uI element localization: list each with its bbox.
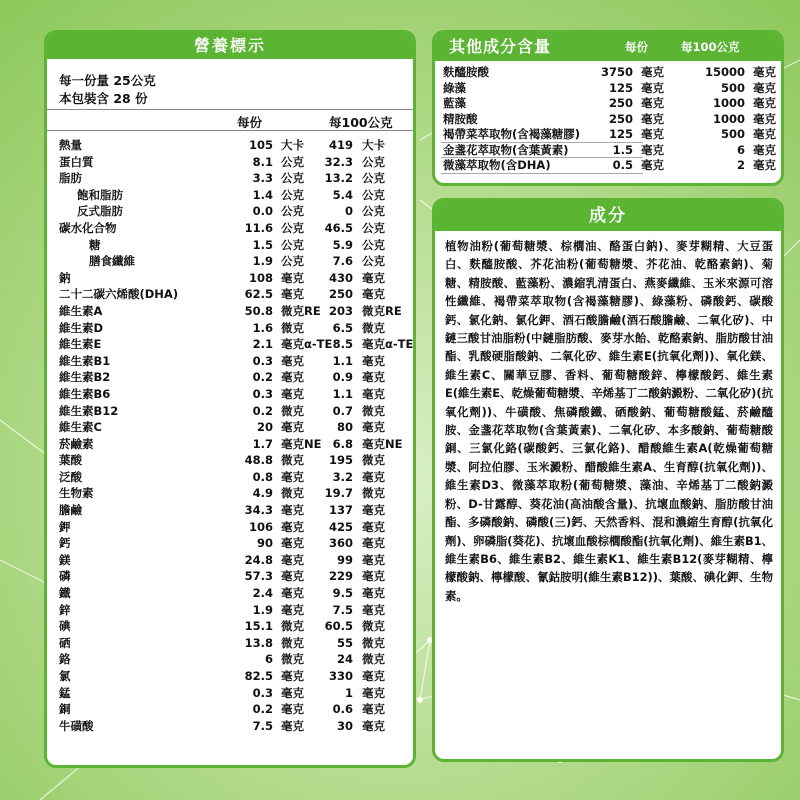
nutrient-name: 維生素B2 — [59, 370, 111, 385]
per-serving-value: 90 — [256, 536, 273, 551]
per-100g-value: 430 — [328, 270, 353, 285]
per-100g-value: 6.5 — [332, 320, 353, 335]
per-serving-value: 1.9 — [252, 254, 273, 269]
per-serving-unit: 毫克 — [281, 353, 304, 368]
per-100g-value: 0.9 — [332, 370, 353, 385]
per-100g-value: 7.6 — [332, 254, 353, 269]
per-serving-value: 62.5 — [244, 287, 273, 302]
other-row — [435, 112, 781, 128]
per-100g-value: 7.5 — [332, 602, 353, 617]
per-serving-value: 15.1 — [244, 619, 273, 634]
per-100g-unit: 毫克 — [362, 469, 385, 484]
per-serving-value: 1.4 — [252, 187, 273, 202]
per-serving-unit: 毫克 — [641, 65, 664, 79]
nutrient-name: 反式脂肪 — [77, 204, 123, 219]
per-serving-value: 250 — [608, 111, 633, 126]
per-serving-value: 106 — [248, 519, 273, 534]
per-serving-unit: 毫克 — [281, 270, 304, 285]
other-row — [435, 158, 781, 174]
per-serving-unit: 毫克 — [641, 127, 664, 141]
other-header — [435, 33, 781, 61]
per-100g-unit: 公克 — [362, 254, 385, 269]
nutrition-row — [47, 336, 413, 353]
per-100g-unit: 毫克 — [753, 142, 776, 157]
other-rows — [435, 65, 781, 174]
per-serving-value: 105 — [248, 138, 273, 152]
per-serving-unit: 毫克 — [641, 158, 664, 172]
per-serving-value: 0.3 — [252, 353, 273, 368]
per-serving-value: 2.4 — [252, 586, 273, 601]
nutrition-row — [47, 253, 413, 270]
servings-per-package: 本包裝含 28 份 — [59, 91, 148, 106]
per-100g-unit: 微克 — [362, 619, 385, 634]
per-serving-value: 82.5 — [244, 669, 273, 683]
ingredient-name: 綠藻 — [443, 80, 466, 95]
per-serving-unit: 公克 — [281, 187, 304, 202]
per-serving-unit: 毫克 — [281, 519, 304, 534]
nutrient-name: 維生素B6 — [59, 386, 111, 401]
nutrient-name: 鉀 — [59, 519, 71, 534]
per-serving-value: 0.2 — [252, 370, 273, 385]
nutrition-row — [47, 203, 413, 220]
per-serving-value: 0.3 — [252, 386, 273, 401]
per-100g-value: 9.5 — [332, 586, 353, 601]
per-100g-unit: 毫克 — [362, 685, 385, 700]
per-serving-value: 34.3 — [244, 503, 273, 518]
per-serving-unit: 微克 — [281, 320, 304, 335]
per-100g-value: 99 — [336, 552, 353, 567]
nutrient-name: 鈣 — [59, 536, 71, 551]
nutrition-row — [47, 668, 413, 685]
per-serving-unit: 毫克 — [281, 386, 304, 401]
per-100g-unit: 公克 — [362, 171, 385, 186]
nutrition-row — [47, 303, 413, 320]
per-serving-unit: 公克 — [281, 220, 304, 235]
per-100g-unit: 公克 — [362, 154, 385, 169]
per-serving-unit: 毫克 — [281, 370, 304, 385]
per-100g-value: 6.8 — [332, 436, 353, 451]
per-serving-unit: 毫克 — [281, 685, 304, 700]
per-100g-unit: 公克 — [362, 237, 385, 252]
per-serving-unit: 毫克 — [641, 96, 664, 110]
per-serving-unit: 微克 — [281, 635, 304, 650]
nutrient-name: 鉻 — [59, 652, 71, 667]
per-serving-value: 57.3 — [244, 569, 273, 584]
per-100g-unit: 毫克 — [753, 65, 776, 79]
per-serving-value: 7.5 — [252, 718, 273, 733]
per-serving-unit: 毫克 — [641, 111, 664, 126]
nutrition-row — [47, 286, 413, 303]
nutrient-name: 鐵 — [59, 586, 71, 601]
nutrient-name: 脂肪 — [59, 171, 82, 186]
per-100g-unit: 毫克 — [362, 270, 385, 285]
per-100g-unit: 毫克 — [362, 420, 385, 435]
nutrition-row — [47, 369, 413, 386]
per-serving-unit: 毫克NE — [281, 436, 322, 451]
per-100g-unit: 毫克 — [362, 353, 385, 368]
per-100g-value: 500 — [720, 80, 745, 95]
nutrient-name: 蛋白質 — [59, 154, 94, 169]
nutrient-name: 牛磺酸 — [59, 718, 94, 733]
ingredients-title: 成分 — [589, 206, 627, 226]
nutrition-row — [47, 718, 413, 735]
per-100g-unit: 微克 — [362, 320, 385, 335]
other-col-per-100g: 每100公克 — [681, 40, 740, 54]
per-serving-unit: 毫克 — [281, 718, 304, 733]
per-serving-value: 13.8 — [244, 635, 273, 650]
nutrition-row — [47, 568, 413, 585]
col-per-serving: 每份 — [237, 115, 263, 130]
per-serving-value: 0.2 — [252, 702, 273, 717]
other-title: 其他成分含量 — [449, 37, 552, 56]
per-serving-unit: 微克 — [281, 652, 304, 667]
nutrient-name: 碳水化合物 — [59, 220, 117, 235]
per-100g-value: 229 — [328, 569, 353, 584]
per-serving-unit: 毫克 — [281, 469, 304, 484]
per-100g-value: 0.7 — [332, 403, 353, 418]
ingredients-header — [435, 201, 781, 231]
nutrient-name: 糖 — [89, 237, 101, 252]
per-serving-unit: 公克 — [281, 237, 304, 252]
per-100g-unit: 微克 — [362, 403, 385, 418]
nutrition-row — [47, 170, 413, 187]
per-100g-value: 330 — [328, 669, 353, 683]
per-serving-unit: 公克 — [281, 254, 304, 269]
nutrient-name: 維生素D — [59, 320, 104, 335]
nutrition-header — [47, 33, 413, 59]
per-100g-unit: 公克 — [362, 220, 385, 235]
nutrient-name: 膽鹼 — [59, 503, 82, 518]
per-serving-unit: 毫克 — [281, 552, 304, 567]
other-ingredients-panel — [432, 30, 784, 186]
nutrition-title: 營養標示 — [193, 36, 266, 55]
per-serving-value: 24.8 — [244, 552, 273, 567]
per-100g-unit: 微克 — [362, 652, 385, 667]
ingredient-name: 微藻萃取物(含DHA) — [443, 158, 551, 172]
per-100g-value: 30 — [336, 718, 353, 733]
per-100g-unit: 毫克 — [362, 519, 385, 534]
per-100g-value: 60.5 — [324, 619, 353, 634]
nutrition-row — [47, 187, 413, 204]
nutrition-row — [47, 220, 413, 237]
per-100g-value: 5.4 — [332, 187, 353, 202]
nutrient-name: 維生素A — [59, 303, 103, 318]
per-100g-value: 6 — [736, 142, 745, 157]
per-100g-value: 13.2 — [324, 171, 353, 186]
ingredient-name: 褐帶菜萃取物(含褐藻糖膠) — [443, 127, 581, 141]
per-100g-value: 1000 — [712, 96, 745, 110]
nutrient-name: 泛酸 — [59, 469, 82, 484]
per-serving-value: 1.9 — [252, 602, 273, 617]
per-serving-unit: 毫克 — [281, 569, 304, 584]
other-row — [435, 143, 781, 159]
per-serving-value: 1.5 — [612, 142, 633, 157]
ingredient-name: 麩醯胺酸 — [443, 65, 489, 79]
per-serving-unit: 公克 — [281, 204, 304, 219]
col-per-100g: 每100公克 — [329, 115, 393, 130]
per-100g-unit: 公克 — [362, 187, 385, 202]
per-100g-value: 3.2 — [332, 469, 353, 484]
per-serving-value: 11.6 — [244, 220, 273, 235]
per-serving-value: 3.3 — [252, 171, 273, 186]
row-underline — [441, 173, 643, 174]
nutrition-row — [47, 386, 413, 403]
per-serving-unit: 毫克 — [641, 142, 664, 157]
nutrition-row — [47, 154, 413, 171]
per-serving-unit: 微克 — [281, 486, 304, 501]
per-serving-value: 4.9 — [252, 486, 273, 501]
per-serving-value: 48.8 — [244, 453, 273, 468]
per-serving-value: 6 — [264, 652, 273, 667]
other-row — [435, 127, 781, 143]
nutrient-name: 菸鹼素 — [59, 436, 94, 451]
nutrient-name: 維生素E — [59, 337, 102, 352]
per-100g-value: 2 — [736, 158, 745, 172]
per-100g-unit: 毫克 — [362, 503, 385, 518]
per-100g-unit: 毫克 — [362, 386, 385, 401]
nutrition-row — [47, 469, 413, 486]
serving-size: 每一份量 25公克 — [59, 73, 156, 88]
ingredients-panel — [432, 198, 784, 762]
nutrient-name: 飽和脂肪 — [77, 187, 123, 202]
other-row — [435, 81, 781, 97]
per-100g-value: 425 — [328, 519, 353, 534]
per-100g-unit: 毫克 — [753, 127, 776, 141]
per-100g-value: 0.6 — [332, 702, 353, 717]
per-serving-value: 1.7 — [252, 436, 273, 451]
per-100g-unit: 毫克 — [362, 718, 385, 733]
per-100g-unit: 公克 — [362, 204, 385, 219]
per-100g-value: 80 — [336, 420, 353, 435]
nutrient-name: 維生素B12 — [59, 403, 119, 418]
nutrition-row — [47, 452, 413, 469]
ingredient-name: 金盞花萃取物(含葉黃素) — [443, 142, 569, 157]
per-100g-value: 8.5 — [332, 337, 353, 352]
nutrient-name: 鋅 — [59, 602, 71, 617]
nutrient-name: 熱量 — [59, 138, 82, 152]
nutrition-row — [47, 519, 413, 536]
nutrition-row — [47, 419, 413, 436]
per-serving-value: 0.8 — [252, 469, 273, 484]
per-serving-value: 0.3 — [252, 685, 273, 700]
per-serving-value: 250 — [608, 96, 633, 110]
per-100g-unit: 微克RE — [362, 303, 402, 318]
ingredient-name: 藍藻 — [443, 96, 466, 110]
per-100g-unit: 毫克 — [753, 111, 776, 126]
nutrition-row — [47, 602, 413, 619]
per-serving-unit: 毫克 — [641, 80, 664, 95]
ingredients-text: 植物油粉(葡萄糖漿、棕櫚油、酪蛋白鈉)、麥芽糊精、大豆蛋白、麩醯胺酸、芥花油粉(葡萄糖漿、芥花油、乾酪素鈉)、菊糖、精胺酸、藍藻粉、濃縮乳清蛋白、燕麥纖維、玉米來源可溶性纖維、褐帶菜萃取物(含褐藻糖膠)、綠藻粉、磷酸鈣、碳酸鈣、氯化鈉、氯化鉀、酒石酸膽鹼(酒石酸膽鹼、二氧化矽)、中鏈三酸甘油脂粉(中鏈脂肪酸、麥芽水飴、乾酪素鈉、脂肪酸甘油酯、乳酸硬脂酸鈉、二氧化矽、維生素E(抗氧化劑))、氧化鎂、維生素C、關華豆膠、香料、葡萄糖酸鋅、檸檬酸鈣、維生素E(維生素E、乾燥葡萄糖漿、辛烯基丁二酸鈉澱粉、二氧化矽)(抗氧化劑))、牛磺酸、焦磷酸鐵、硒酸鈉、葡萄糖酸錳、菸鹼醯胺、金盞花萃取物(含葉黃素)、二氧化矽、本多酸鈉、葡萄糖酸銅、三氯化鉻(碳酸鈣、三氯化鉻)、醋酸維生素A(乾燥葡萄糖漿、阿拉伯膠、玉米澱粉、醋酸維生素A、生育醇(抗氧化劑))、維生素D3、微藻萃取粉(葡萄糖漿、藻油、辛烯基丁二酸鈉澱粉、D-甘露醇、葵花油(高油酸含量)、抗壞血酸鈉、脂肪酸甘油酯、多磷酸鈉、磷酸(三)鈣、天然香料、混和濃縮生育醇(抗氧化劑)、卵磷脂(葵花)、抗壞血酸棕櫚酸酯(抗氧化劑)、維生素B1、維生素B6、維生素B2、維生素K1、維生素B12(麥芽糊精、檸檬酸鈉、檸檬酸、氰鈷胺明(維生素B12))、葉酸、碘化鉀、生物素。 — [445, 239, 773, 603]
per-serving-value: 1.5 — [252, 237, 273, 252]
nutrition-rows — [47, 137, 413, 734]
nutrient-name: 鈉 — [59, 270, 71, 285]
nutrition-row — [47, 635, 413, 652]
per-serving-unit: 微克 — [281, 453, 304, 468]
per-serving-unit: 微克RE — [281, 303, 321, 318]
per-100g-value: 1.1 — [332, 353, 353, 368]
ingredient-name: 精胺酸 — [443, 111, 478, 126]
per-serving-value: 125 — [608, 80, 633, 95]
nutrition-facts-panel — [44, 30, 416, 768]
per-100g-value: 24 — [336, 652, 353, 667]
nutrient-name: 維生素B1 — [59, 353, 111, 368]
per-100g-unit: 微克 — [362, 453, 385, 468]
per-serving-value: 125 — [608, 127, 633, 141]
per-serving-unit: 毫克 — [281, 586, 304, 601]
nutrition-row — [47, 651, 413, 668]
per-serving-unit: 毫克 — [281, 669, 304, 683]
per-100g-unit: 毫克NE — [362, 436, 403, 451]
per-100g-value: 1000 — [712, 111, 745, 126]
nutrition-row — [47, 237, 413, 254]
per-100g-unit: 毫克 — [362, 370, 385, 385]
per-serving-unit: 毫克 — [281, 287, 304, 302]
per-100g-value: 19.7 — [324, 486, 353, 501]
nutrition-row — [47, 137, 413, 154]
per-serving-unit: 毫克 — [281, 420, 304, 435]
nutrient-name: 銅 — [59, 702, 71, 717]
nutrition-row — [47, 485, 413, 502]
per-serving-value: 0.5 — [612, 158, 633, 172]
nutrient-name: 鎂 — [59, 552, 71, 567]
nutrient-name: 錳 — [59, 685, 71, 700]
per-100g-unit: 大卡 — [362, 138, 385, 152]
nutrient-name: 二十二碳六烯酸(DHA) — [59, 287, 179, 302]
per-100g-value: 1 — [344, 685, 353, 700]
per-serving-unit: 微克 — [281, 403, 304, 418]
nutrient-name: 維生素C — [59, 420, 102, 435]
nutrient-name: 硒 — [59, 635, 71, 650]
per-serving-unit: 大卡 — [281, 138, 304, 152]
per-100g-value: 55 — [336, 635, 353, 650]
nutrition-row — [47, 535, 413, 552]
per-100g-value: 15000 — [704, 65, 745, 79]
per-100g-value: 32.3 — [324, 154, 353, 169]
per-100g-unit: 毫克 — [753, 80, 776, 95]
per-serving-value: 20 — [256, 420, 273, 435]
per-serving-value: 108 — [248, 270, 273, 285]
per-100g-value: 195 — [328, 453, 353, 468]
nutrient-name: 氯 — [59, 669, 71, 683]
nutrition-row — [47, 618, 413, 635]
nutrition-row — [47, 552, 413, 569]
nutrition-row — [47, 701, 413, 718]
per-serving-unit: 公克 — [281, 171, 304, 186]
nutrition-row — [47, 403, 413, 420]
per-100g-value: 360 — [328, 536, 353, 551]
per-serving-unit: 毫克 — [281, 503, 304, 518]
other-col-per-serving: 每份 — [625, 40, 648, 54]
nutrient-name: 生物素 — [59, 486, 94, 501]
per-100g-unit: 毫克 — [362, 552, 385, 567]
per-100g-value: 5.9 — [332, 237, 353, 252]
per-100g-unit: 毫克 — [362, 602, 385, 617]
per-100g-unit: 微克 — [362, 486, 385, 501]
per-100g-value: 46.5 — [324, 220, 353, 235]
per-100g-unit: 微克 — [362, 635, 385, 650]
per-serving-unit: 毫克 — [281, 536, 304, 551]
nutrition-row — [47, 353, 413, 370]
nutrition-row — [47, 270, 413, 287]
nutrition-row — [47, 502, 413, 519]
per-serving-value: 2.1 — [252, 337, 273, 352]
divider — [47, 130, 413, 131]
per-100g-unit: 毫克 — [753, 96, 776, 110]
nutrient-name: 膳食纖維 — [89, 254, 135, 269]
nutrient-name: 磷 — [59, 569, 71, 584]
nutrient-name: 葉酸 — [59, 453, 82, 468]
per-100g-value: 0 — [344, 204, 353, 219]
per-100g-value: 500 — [720, 127, 745, 141]
divider — [47, 109, 413, 110]
per-100g-value: 419 — [328, 138, 353, 152]
per-serving-unit: 毫克 — [281, 602, 304, 617]
per-100g-unit: 毫克 — [362, 669, 385, 683]
per-100g-unit: 毫克 — [753, 158, 776, 172]
per-100g-value: 1.1 — [332, 386, 353, 401]
per-serving-value: 0.0 — [252, 204, 273, 219]
per-100g-unit: 毫克 — [362, 702, 385, 717]
per-serving-unit: 毫克 — [281, 702, 304, 717]
per-serving-value: 0.2 — [252, 403, 273, 418]
nutrition-row — [47, 585, 413, 602]
per-serving-value: 8.1 — [252, 154, 273, 169]
per-serving-value: 3750 — [600, 65, 633, 79]
per-serving-value: 50.8 — [244, 303, 273, 318]
per-100g-unit: 毫克α-TE — [362, 337, 414, 352]
nutrition-row — [47, 685, 413, 702]
other-row — [435, 96, 781, 112]
per-serving-unit: 公克 — [281, 154, 304, 169]
per-serving-unit: 毫克α-TE — [281, 337, 333, 352]
per-100g-unit: 毫克 — [362, 287, 385, 302]
nutrition-row — [47, 436, 413, 453]
per-100g-value: 137 — [328, 503, 353, 518]
nutrition-row — [47, 320, 413, 337]
per-100g-value: 203 — [328, 303, 353, 318]
per-100g-unit: 毫克 — [362, 536, 385, 551]
per-100g-unit: 毫克 — [362, 586, 385, 601]
per-100g-unit: 毫克 — [362, 569, 385, 584]
other-row — [435, 65, 781, 81]
nutrient-name: 碘 — [59, 619, 71, 634]
per-serving-unit: 微克 — [281, 619, 304, 634]
per-100g-value: 250 — [328, 287, 353, 302]
per-serving-value: 1.6 — [252, 320, 273, 335]
